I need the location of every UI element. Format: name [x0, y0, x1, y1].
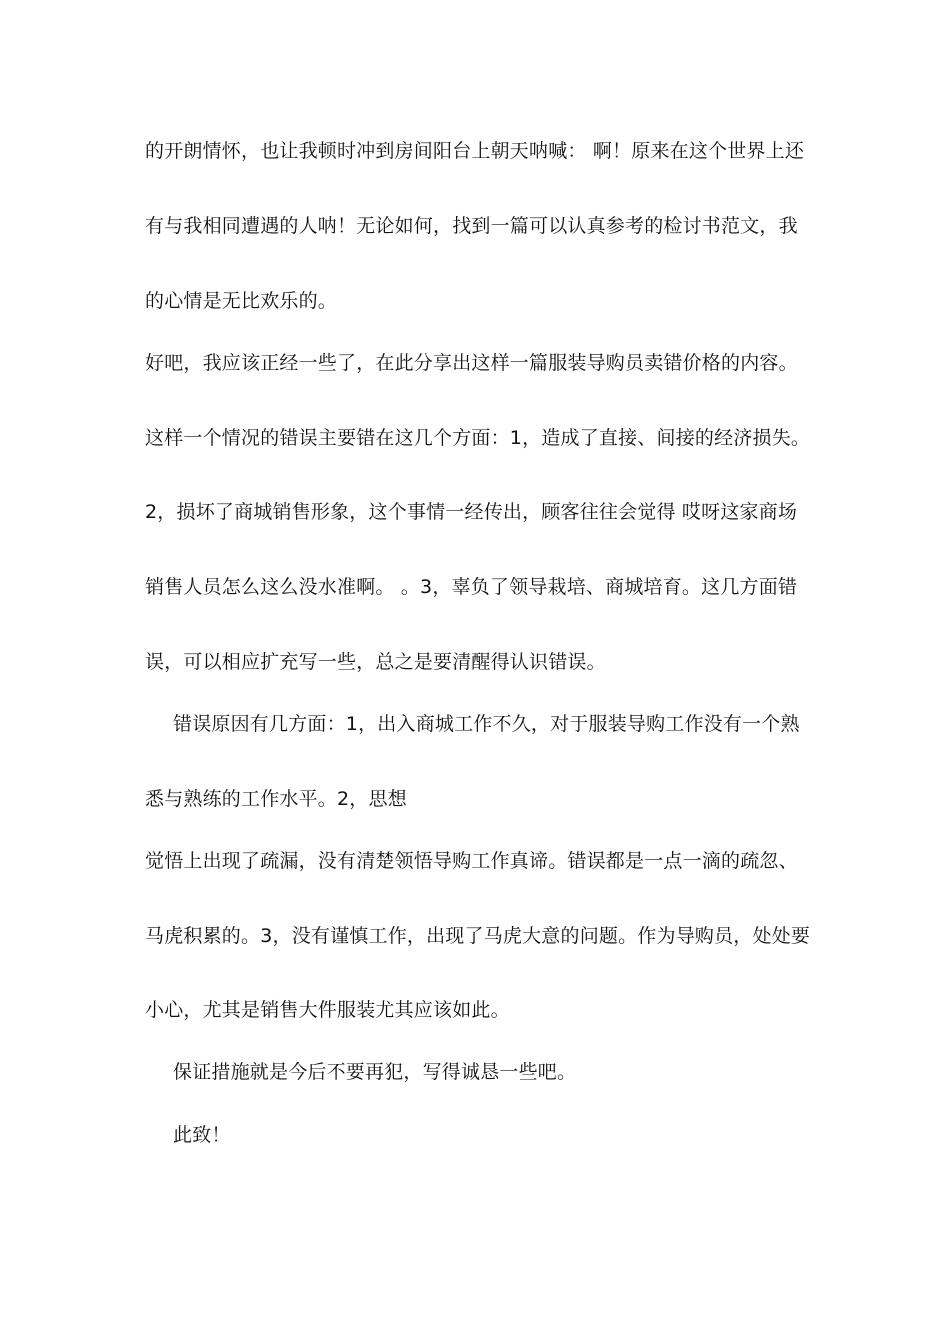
text-line: 2，损坏了商城销售形象，这个事情一经传出，顾客往往会觉得 哎呀这家商场: [145, 501, 798, 523]
text-line: 这样一个情况的错误主要错在这几个方面：1，造成了直接、间接的经济损失。: [145, 427, 811, 449]
text-line: 有与我相同遭遇的人呐！无论如何，找到一篇可以认真参考的检讨书范文，我: [145, 215, 798, 237]
text-line: 悉与熟练的工作水平。2，思想: [145, 788, 407, 810]
text-line: 的心情是无比欢乐的。: [145, 290, 338, 312]
text-line: 错误原因有几方面：1，出入商城工作不久，对于服装导购工作没有一个熟: [173, 713, 800, 735]
text-line: 的开朗情怀，也让我顿时冲到房间阳台上朝天呐喊： 啊！原来在这个世界上还: [145, 140, 805, 162]
text-line: 觉悟上出现了疏漏，没有清楚领悟导购工作真谛。错误都是一点一滴的疏忽、: [145, 850, 798, 872]
text-line: 好吧，我应该正经一些了，在此分享出这样一篇服装导购员卖错价格的内容。: [145, 352, 798, 374]
text-line: 此致！: [173, 1124, 231, 1146]
text-line: 马虎积累的。3，没有谨慎工作，出现了马虎大意的问题。作为导购员，处处要: [145, 925, 811, 947]
text-line: 误，可以相应扩充写一些，总之是要清醒得认识错误。: [145, 651, 606, 673]
text-line: 销售人员怎么这么没水准啊。 。3，辜负了领导栽培、商城培育。这几方面错: [145, 576, 798, 598]
text-line: 小心，尤其是销售大件服装尤其应该如此。: [145, 999, 510, 1021]
text-line: 保证措施就是今后不要再犯，写得诚恳一些吧。: [173, 1061, 577, 1083]
